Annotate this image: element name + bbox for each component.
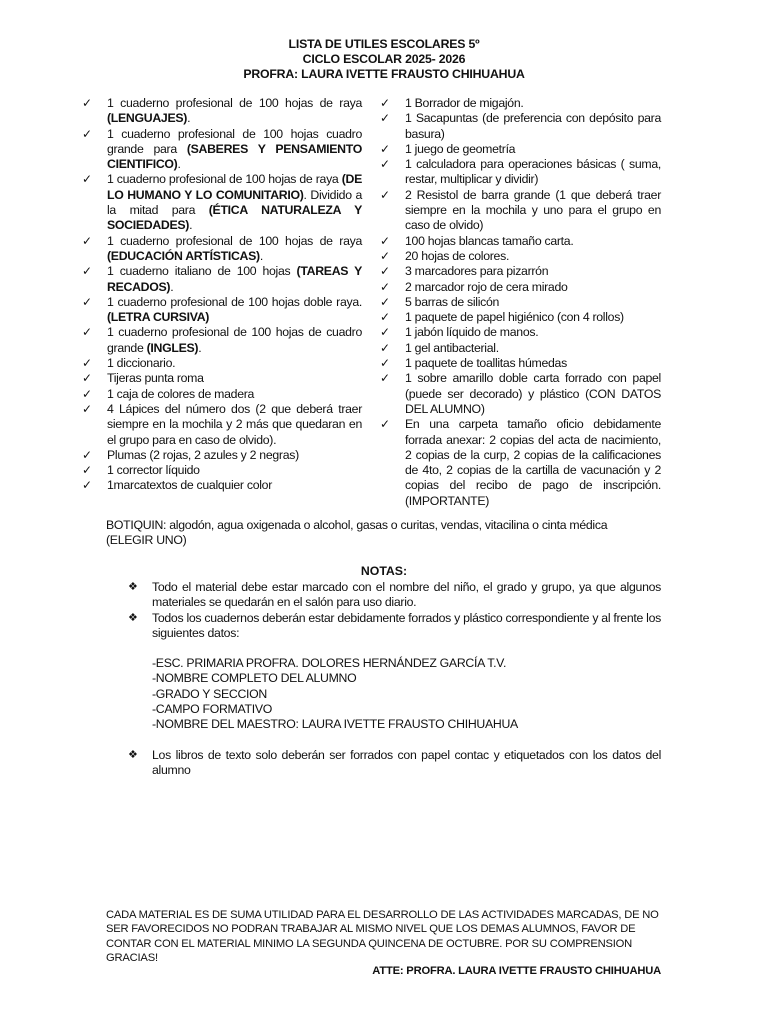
note-item xyxy=(128,580,661,611)
item-subject: (INGLES) xyxy=(146,340,199,355)
list-item xyxy=(82,402,362,448)
item-text: 1 cuaderno profesional de 100 hojas cuadro grande para xyxy=(107,126,362,156)
list-item xyxy=(380,371,661,417)
checkmark-icon: ✓ xyxy=(380,325,390,340)
list-item xyxy=(380,325,661,340)
item-text-end: . xyxy=(177,157,181,172)
item-text: 1 cuaderno italiano de 100 hojas xyxy=(107,264,297,279)
item-text: Tijeras punta roma xyxy=(107,371,204,386)
item-text: 4 Lápices del número dos (2 que deberá traer siempre en la mochila y 2 más que quedaran en el grupo para en caso de olvido). xyxy=(107,401,362,447)
list-item xyxy=(82,371,362,386)
list-item xyxy=(380,295,661,310)
checkmark-icon: ✓ xyxy=(82,356,92,371)
item-text: 1 juego de geometría xyxy=(405,141,516,156)
item-text: 1 cuaderno profesional de 100 hojas doble raya. xyxy=(107,294,362,309)
signature: ATTE: PROFRA. LAURA IVETTE FRAUSTO CHIHUAHUA xyxy=(372,965,661,977)
supply-list-left xyxy=(82,96,362,494)
list-item xyxy=(380,188,661,234)
list-item xyxy=(380,111,661,142)
item-text-end: . xyxy=(187,111,191,126)
list-item xyxy=(380,356,661,371)
header-teacher: PROFRA: LAURA IVETTE FRAUSTO CHIHUAHUA xyxy=(243,67,525,81)
checkmark-icon: ✓ xyxy=(82,447,92,462)
list-item xyxy=(82,356,362,371)
list-item xyxy=(380,249,661,264)
item-text: 1 Borrador de migajón. xyxy=(405,96,524,110)
item-text: 2 Resistol de barra grande (1 que deberá traer siempre en la mochila y uno para el grupo en caso de olvido) xyxy=(405,187,661,233)
label-data-line: -CAMPO FORMATIVO xyxy=(152,702,272,717)
list-item xyxy=(82,325,362,356)
checkmark-icon: ✓ xyxy=(82,264,92,279)
checkmark-icon: ✓ xyxy=(82,233,92,248)
item-text: 1 paquete de toallitas húmedas xyxy=(405,356,567,371)
checkmark-icon: ✓ xyxy=(380,111,390,126)
item-text: 20 hojas de colores. xyxy=(405,248,510,263)
checkmark-icon: ✓ xyxy=(380,264,390,279)
list-item xyxy=(380,341,661,356)
checkmark-icon: ✓ xyxy=(380,96,390,110)
item-subject: (TAREAS Y RECADOS) xyxy=(107,264,363,294)
list-item xyxy=(82,264,362,295)
checkmark-icon: ✓ xyxy=(82,463,92,478)
item-text: 1 paquete de papel higiénico (con 4 rollos) xyxy=(405,310,624,325)
first-aid-kit-items: BOTIQUIN: algodón, agua oxigenada o alcohol, gasas o curitas, vendas, vitacilina o cinta médica xyxy=(106,518,608,532)
header-title: LISTA DE UTILES ESCOLARES 5º xyxy=(288,37,480,51)
item-subject: (SABERES Y PENSAMIENTO CIENTIFICO) xyxy=(107,141,363,172)
checkmark-icon: ✓ xyxy=(82,386,92,401)
list-item xyxy=(82,387,362,402)
checkmark-icon: ✓ xyxy=(82,401,92,416)
item-text: 1 Sacapuntas (de preferencia con depósito para basura) xyxy=(405,111,661,141)
list-item xyxy=(380,310,661,325)
item-text: 100 hojas blancas tamaño carta. xyxy=(405,233,574,248)
item-subject: (DE LO HUMANO Y LO COMUNITARIO) xyxy=(107,172,362,202)
item-text: 3 marcadores para pizarrón xyxy=(405,264,549,279)
item-text-end: . xyxy=(170,279,174,294)
item-text: 5 barras de silicón xyxy=(405,294,500,309)
header-cycle: CICLO ESCOLAR 2025- 2026 xyxy=(302,52,466,66)
list-item xyxy=(82,295,362,326)
checkmark-icon: ✓ xyxy=(82,294,92,309)
label-data-line: -GRADO Y SECCION xyxy=(152,686,268,701)
checkmark-icon: ✓ xyxy=(380,340,390,355)
item-text: 1 cuaderno profesional de 100 hojas de cuadro grande xyxy=(107,325,362,355)
note-text: Los libros de texto solo deberán ser forrados con papel contac y etiquetados con los datos del alumno xyxy=(152,747,661,777)
note-text: Todos los cuadernos deberán estar debidamente forrados y plástico correspondiente y al frente los siguientes datos: xyxy=(152,610,661,640)
checkmark-icon: ✓ xyxy=(380,310,390,325)
checkmark-icon: ✓ xyxy=(82,371,92,386)
item-text: En una carpeta tamaño oficio debidamente forrada anexar: 2 copias del acta de nacimiento, 2 copias de la curp, 2 copias de la calificaciones de 4to, 2 copias de la cartilla de vacunación y 2 copias del recibo de pago de inscripción. (IMPORTANTE) xyxy=(405,417,661,508)
document-header xyxy=(0,37,768,82)
checkmark-icon: ✓ xyxy=(380,356,390,371)
list-item xyxy=(82,478,362,493)
item-text: 1 cuaderno profesional de 100 hojas de raya xyxy=(107,96,362,110)
note-text: Todo el material debe estar marcado con el nombre del niño, el grado y grupo, ya que algunos materiales se quedarán en el salón para uso diario. xyxy=(152,580,661,610)
item-text: 1 gel antibacterial. xyxy=(405,340,499,355)
item-text: 1 cuaderno profesional de 100 hojas de raya xyxy=(107,233,362,248)
checkmark-icon: ✓ xyxy=(380,279,390,294)
notebook-label-data xyxy=(128,656,661,732)
item-text: Plumas (2 rojas, 2 azules y 2 negras) xyxy=(107,447,299,462)
list-item xyxy=(380,157,661,188)
item-text-end: . xyxy=(189,218,193,233)
note-item xyxy=(128,748,661,779)
list-item xyxy=(82,127,362,173)
list-item xyxy=(380,417,661,509)
supply-list-right xyxy=(380,96,661,509)
list-item xyxy=(380,264,661,279)
list-item xyxy=(82,463,362,478)
list-item xyxy=(82,234,362,265)
list-item xyxy=(380,280,661,295)
item-text: 1 sobre amarillo doble carta forrado con papel (puede ser decorado) y plástico (CON DATOS DEL ALUMNO) xyxy=(405,371,661,416)
checkmark-icon: ✓ xyxy=(380,187,390,202)
checkmark-icon: ✓ xyxy=(82,172,92,187)
item-text: 2 marcador rojo de cera mirado xyxy=(405,279,568,294)
note-item xyxy=(128,611,661,642)
item-subject: (ÉTICA NATURALEZA Y SOCIEDADES) xyxy=(107,203,362,233)
label-data-line: -NOMBRE COMPLETO DEL ALUMNO xyxy=(152,671,357,686)
item-text: 1 caja de colores de madera xyxy=(107,386,255,401)
item-text-end: . xyxy=(259,248,263,263)
list-item xyxy=(380,142,661,157)
checkmark-icon: ✓ xyxy=(82,126,92,141)
list-item xyxy=(82,96,362,127)
item-text: 1 corrector líquido xyxy=(107,463,200,478)
checkmark-icon: ✓ xyxy=(380,233,390,248)
label-data-line: -NOMBRE DEL MAESTRO: LAURA IVETTE FRAUSTO CHIHUAHUA xyxy=(152,717,518,732)
first-aid-kit xyxy=(106,518,666,549)
list-item xyxy=(82,172,362,233)
checkmark-icon: ✓ xyxy=(380,157,390,172)
checkmark-icon: ✓ xyxy=(380,294,390,309)
item-text: 1 calculadora para operaciones básicas ( suma, restar, multiplicar y dividir) xyxy=(405,157,661,187)
checkmark-icon: ✓ xyxy=(380,141,390,156)
item-text: 1 diccionario. xyxy=(107,356,176,371)
label-data-line: -ESC. PRIMARIA PROFRA. DOLORES HERNÁNDEZ GARCÍA T.V. xyxy=(152,656,507,671)
diamond-bullet-icon: ❖ xyxy=(128,611,138,624)
list-item xyxy=(380,234,661,249)
list-item xyxy=(82,448,362,463)
checkmark-icon: ✓ xyxy=(82,96,92,110)
footer-message: CADA MATERIAL ES DE SUMA UTILIDAD PARA EL DESARROLLO DE LAS ACTIVIDADES MARCADAS, DE NO SER FAVORECIDOS NO PODRAN TRABAJAR AL MISMO NIVEL QUE LOS DEMAS ALUMNOS, FAVOR DE CONTAR CON EL MATERIAL MINIMO LA SEGUNDA QUINCENA DE OCTUBRE. POR SU COMPRENSION GRACIAS! xyxy=(106,909,659,965)
item-subject: (LENGUAJES) xyxy=(107,111,188,126)
first-aid-kit-choice: (ELEGIR UNO) xyxy=(106,533,187,548)
checkmark-icon: ✓ xyxy=(380,248,390,263)
item-text-end: . xyxy=(198,340,202,355)
diamond-bullet-icon: ❖ xyxy=(128,581,138,593)
checkmark-icon: ✓ xyxy=(380,417,390,432)
checkmark-icon: ✓ xyxy=(82,478,92,493)
notes-section xyxy=(128,580,661,778)
item-text: 1 cuaderno profesional de 100 hojas de raya xyxy=(107,172,342,187)
checkmark-icon: ✓ xyxy=(380,371,390,386)
diamond-bullet-icon: ❖ xyxy=(128,748,138,761)
item-subject: (LETRA CURSIVA) xyxy=(107,310,210,325)
item-text: 1 jabón líquido de manos. xyxy=(405,325,539,340)
item-text-end: . Dividido a la mitad para xyxy=(107,187,362,218)
list-item xyxy=(380,96,661,111)
checkmark-icon: ✓ xyxy=(82,325,92,340)
item-subject: (EDUCACIÓN ARTÍSTICAS) xyxy=(107,248,260,263)
notes-title: NOTAS: xyxy=(360,564,408,578)
item-text: 1marcatextos de cualquier color xyxy=(107,478,272,493)
